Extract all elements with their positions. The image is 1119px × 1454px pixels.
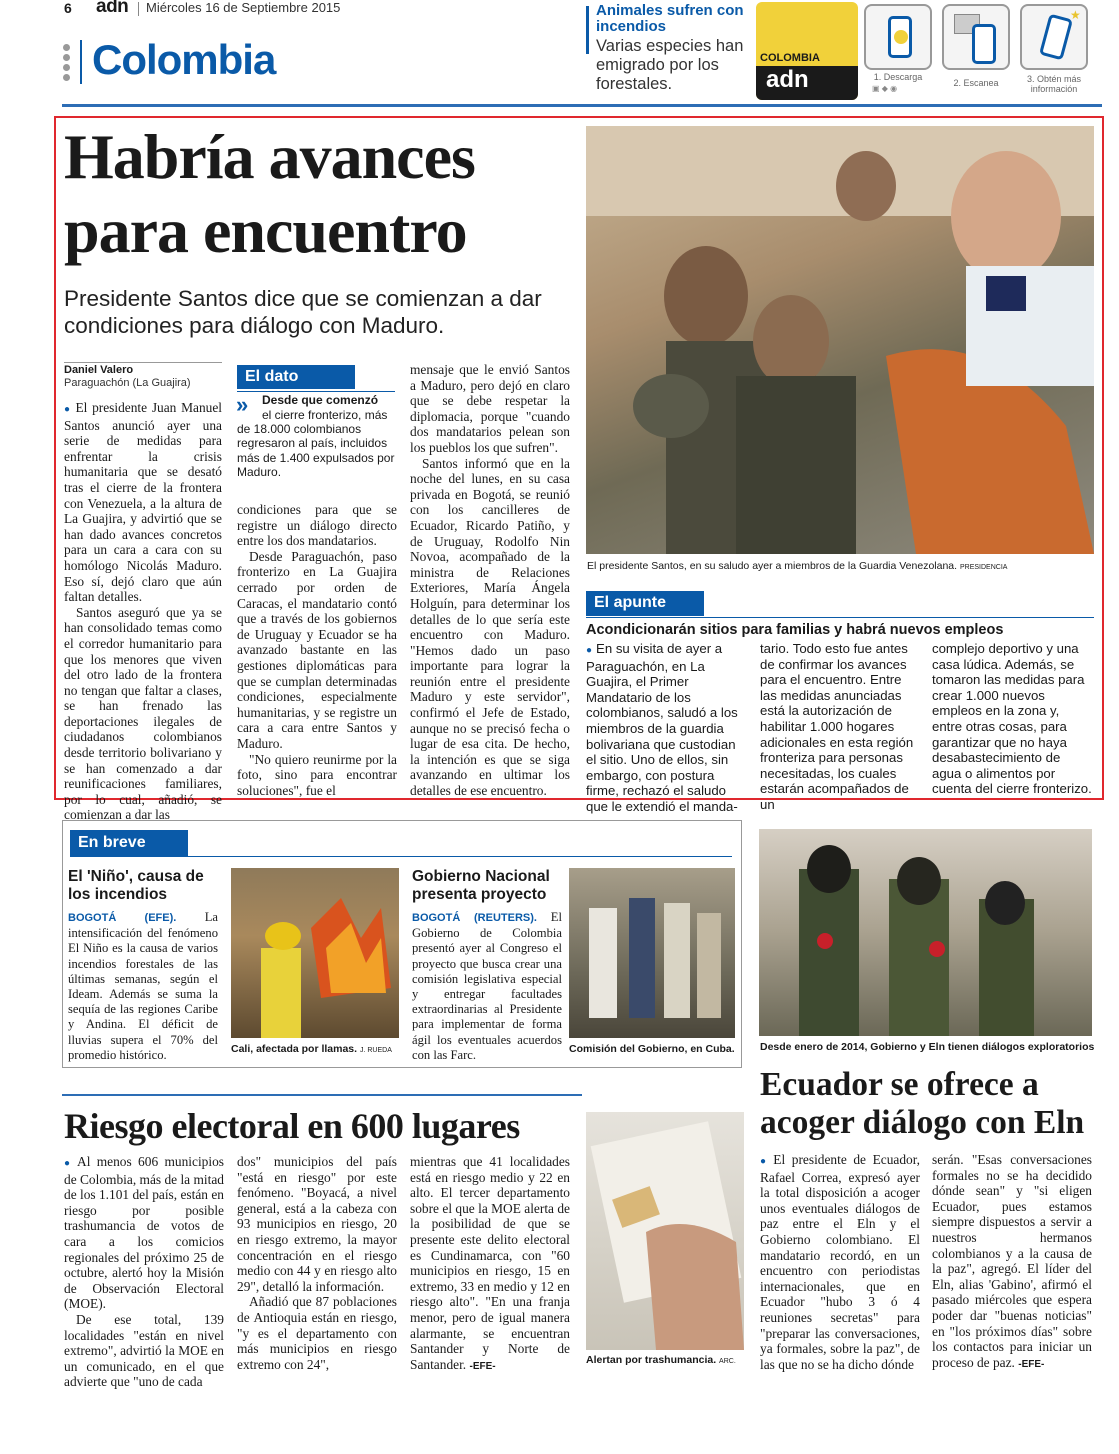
step-1-label: 1. Descarga — [873, 72, 923, 82]
byline-place: Paraguachón (La Guajira) — [64, 377, 191, 389]
eln-headline: Ecuador se ofrece a acoger diálogo con Eln — [760, 1066, 1085, 1141]
dato-rule — [237, 391, 395, 392]
vote-photo — [586, 1112, 744, 1350]
section-title: Colombia — [92, 36, 276, 83]
guerrillas-illustration — [759, 829, 1092, 1036]
apunte-column-2: tario. Todo esto fue antes de confirmar los avances para el encuentro. Entre las medidas anunciadas está la autorización de habilitar 1.000 hogares adicionales en esta región fronteriza para personas necesitadas, los cuales estarán acompañados de un — [760, 641, 914, 812]
eln-column-2: serán. "Esas conversaciones formales no se ha decidido dónde sean" y "si eligen Ecuador, pues estamos siempre dispuestos a servir a nuestros hermanos colombianos y a la causa de la paz", agregó. El líder del Eln, alias 'Gabino', afirmó el pasado miércoles que espera poder dar "buenas noticias" en "los próximos días" sobre los contactos para iniciar un proceso de paz. -EFE- — [932, 1152, 1092, 1370]
brief-item1-title: El 'Niño', causa de los incendios — [68, 868, 204, 903]
fire-photo — [231, 868, 399, 1038]
delegation-illustration — [569, 868, 735, 1038]
issue-date: Miércoles 16 de Septiembre 2015 — [146, 0, 341, 15]
lead-column-1: ● El presidente Juan Manuel Santos anunció ayer una serie de medidas para enfrentar la crisis humanitaria que se desató tras el cierre de la frontera con Venezuela, a la altura de La Guajira, y advirtió que se han dado avances concretos para un cara a cara con su homólogo Nicolás Maduro. Eso sí, dejó claro que aún faltan detalles. Santos aseguró que ya se han consolidado temas como el corredor humanitario para que los menores que viven del otro lado de la frontera no tengan que faltar a clases, se han frenado las deportaciones ilegales de ciudadanos colombianos desde territorio bolivariano y se han comenzado a dar reunificaciones familiares, por lo cual, añadió, se comienzan a dar las — [64, 400, 222, 823]
hand-ballot-illustration — [586, 1112, 744, 1350]
dato-lead: Desde que comenzó — [262, 393, 379, 407]
lead-subhead: Presidente Santos dice que se comienzan a dar condiciones para diálogo con Maduro. — [64, 286, 542, 338]
brief-item1-text: BOGOTÁ (EFE). La intensificación del fenómeno El Niño es la causa de varios incendios forestales de las últimas semanas, según el Ideam. Además se suma la sequía de las regiones Caribe y Andina. El déficit de lluvias supera el 70% del promedio histórico. — [68, 910, 218, 1062]
apunte-column-3: complejo deportivo y una casa lúdica. Además, se tomaron las medidas para crear 1.000 nuevos empleos en la zona y, entre otras cosas, para garantizar que no haya desabastecimiento de agua o alimentos por cuenta del cierre fronterizo. — [932, 641, 1092, 797]
apunte-column-1: ● En su visita de ayer a Paraguachón, en La Guajira, el Primer Mandatario de los colombianos, saludó a los miembros de la guardia bolivariana que custodian el sitio. Uno de ellos, sin embargo, con postura firme, rechazó el saludo que le extendió el manda- — [586, 641, 746, 815]
step-2-label: 2. Escanea — [953, 78, 999, 88]
lead-photo — [586, 126, 1094, 554]
eln-photo — [759, 829, 1092, 1036]
guard-scene-illustration — [586, 126, 1094, 554]
dato-text: el cierre fronterizo, más de 18.000 colombianos regresaron al país, incluidos más de 1.400 expulsados por Maduro. — [237, 408, 395, 479]
section-bar — [80, 40, 82, 84]
brand-logo: adn — [96, 0, 129, 17]
byline-rule — [64, 362, 222, 363]
lead-column-2: condiciones para que se registre un diálogo directo entre los dos mandatarios. Desde Paraguachón, paso fronterizo en La Guajira cerrado por orden de Caracas, el mandatario contó que a través de los gobiernos de Uruguay y Ecuador se ha avanzado bastante en las gestiones diplomáticas para que se cumplan determinadas condiciones, especialmente humanitarias, y se registre un cara a cara entre Santos y Maduro. "No quiero reunirme por la foto, sino para encontrar soluciones", fue el — [237, 502, 397, 798]
page-number: 6 — [64, 0, 72, 16]
eln-column-1: ● El presidente de Ecuador, Rafael Correa, expresó ayer la total disposición a acoger unos eventuales diálogos de paz entre el Eln y el Gobierno colombiano. El mandatario recordó, en un encuentro con periodistas internacionales, que en Ecuador "hubo 3 ó 4 reuniones secretas" para "preparar las conversaciones, ya formales, sobre la paz", de las que no se ha dicho dónde — [760, 1152, 920, 1372]
risk-column-3: mientras que 41 localidades está en riesgo medio y 22 en alto. El tercer departamento sobre el que la MOE alerta de la posibilidad de que se presente este delito electoral es Cundinamarca, con "60 municipios en riesgo, 15 en extremo, 33 en medio y 12 en riesgo alto". "En una franja menor, pero de igual manera alarmante, se encuentran Santander y Norte de Santander. -EFE- — [410, 1154, 570, 1372]
teaser-title[interactable]: Animales sufren con incendios — [596, 2, 744, 35]
divider — [138, 2, 139, 16]
lead-headline: Habría avances para encuentro — [64, 121, 475, 266]
risk-headline: Riesgo electoral en 600 lugares — [64, 1106, 520, 1146]
section-dots — [63, 44, 71, 81]
step-3-label: 3. Obtén más información — [1026, 74, 1082, 94]
brief-item2-title: Gobierno Nacional presenta proyecto — [412, 868, 550, 903]
apunte-label: El apunte — [586, 591, 704, 616]
store-icons: ▣ ◆ ◉ — [872, 84, 898, 93]
risk-column-2: dos" municipios del país "está en riesgo" por este fenómeno. "Boyacá, a nivel general, está a la cabeza con 93 municipios en riesgo, 20 en riesgo extremo, la mayor concentración en el riesgo medio con 44 y en riesgo alto 29", detalló la información. Añadió que 87 poblaciones de Antioquia están en riesgo, "y es el departamento con más municipios en riesgo extremo con 24", — [237, 1154, 397, 1372]
brief-rule — [70, 856, 732, 857]
risk-top-rule — [62, 1094, 582, 1096]
teaser-text: Varias especies han emigrado por los forestales. — [596, 37, 744, 93]
dato-label: El dato — [237, 365, 355, 389]
firefighter-illustration — [231, 868, 399, 1038]
brief-item2-text: BOGOTÁ (REUTERS). El Gobierno de Colombia presentó ayer al Congreso el proyecto que busca crear una comisión legislativa especial y entregar facultades extraordinarias al Presidente para implementar de forma ágil los eventuales acuerdos con las Farc. — [412, 910, 562, 1062]
step-download — [864, 4, 932, 70]
dato-arrow-icon: » — [236, 392, 249, 417]
vote-caption: Alertan por trashumancia. ARC. — [586, 1354, 736, 1366]
government-photo — [569, 868, 735, 1038]
promo-logo: COLOMBIA adn — [756, 2, 858, 100]
government-caption: Comisión del Gobierno, en Cuba. — [569, 1043, 735, 1055]
lead-photo-caption: El presidente Santos, en su saludo ayer a miembros de la Guardia Venezolana. PRESIDENCIA — [587, 560, 1008, 572]
teaser-bar — [586, 6, 589, 54]
lead-column-3: mensaje que le envió Santos a Maduro, pero dejó en claro que se debe respetar la diplomacia, porque "cuando dos mandatarios pelean son los pueblos los que sufren". Santos informó que en la noche del lunes, en su casa privada en Bogotá, se reunió con los cancilleres de Ecuador, Ricardo Patiño, y de Uruguay, Rodolfo Nin Novoa, acompañado de la ministra de Relaciones Exteriores, María Ángela Holguín, para determinar los detalles de lo que sería este encuentro con Maduro. "Hemos dado un paso importante para lograr la reunión entre el presidente Maduro y este servidor", confirmó el Jefe de Estado, aunque no se precisó fecha o lugar de esa cita. De hecho, la intención es que se siga avanzando en ultimar los detalles de ese encuentro. — [410, 362, 570, 799]
eln-photo-caption: Desde enero de 2014, Gobierno y Eln tienen diálogos exploratorios — [760, 1041, 1095, 1053]
byline-author: Daniel Valero — [64, 364, 134, 376]
step-info: ★ — [1020, 4, 1088, 70]
apunte-title: Acondicionarán sitios para familias y habrá nuevos empleos — [586, 622, 1004, 638]
risk-column-1: ● Al menos 606 municipios de Colombia, más de la mitad de los 1.101 del país, están en riesgo por posible trashumancia de votos de cara a los comicios regionales del próximo 25 de octubre, alertó hoy la Misión de Observación Electoral (MOE). De ese total, 139 localidades "están en nivel extremo", advirtió la MOE en un comunicado, en el que advierte que "uno de cada — [64, 1154, 224, 1390]
brief-label: En breve — [70, 830, 188, 856]
step-scan — [942, 4, 1010, 70]
header-rule — [62, 104, 1102, 107]
fire-caption: Cali, afectada por llamas. J. RUEDA — [231, 1043, 392, 1055]
apunte-rule — [586, 617, 1094, 618]
